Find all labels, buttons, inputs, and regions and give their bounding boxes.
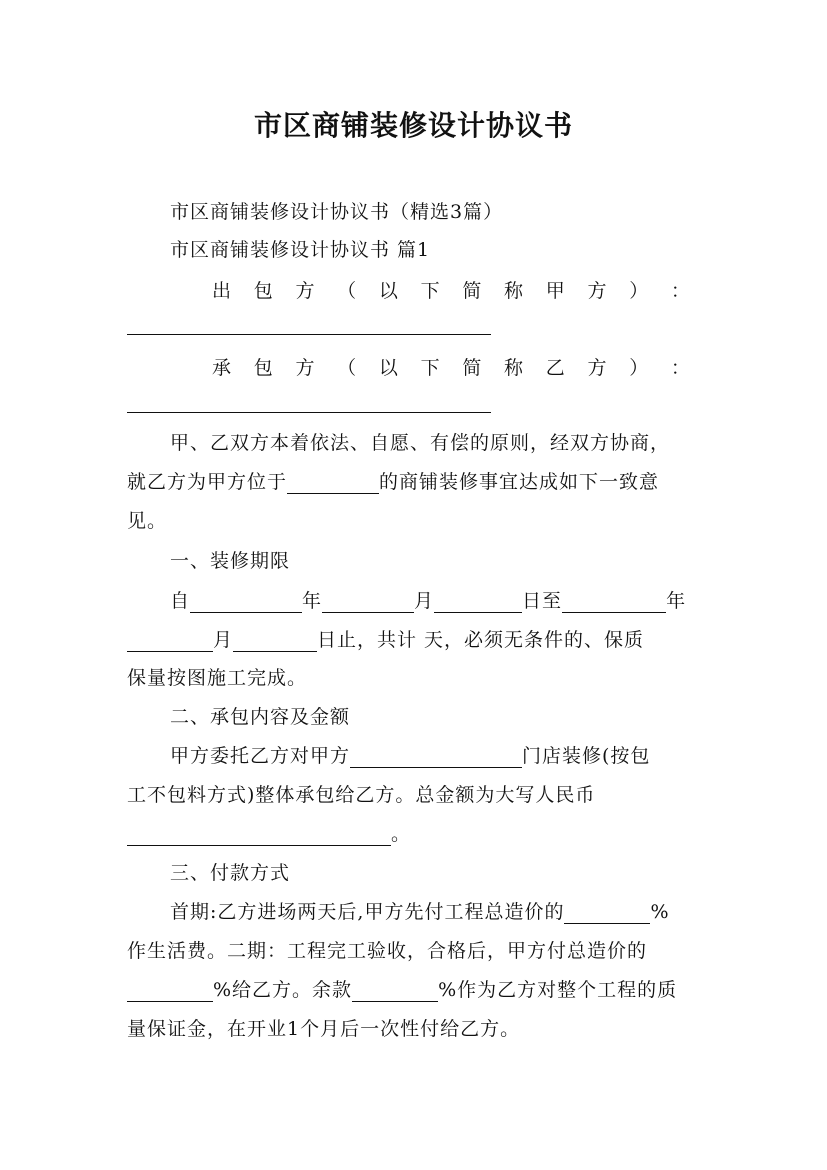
section-2-line-3: 。 [127,822,411,846]
section-2-heading: 二、承包内容及金额 [170,706,351,728]
section-3-line-2: 作生活费。二期：工程完工验收，合格后，甲方付总造价的 [127,940,648,962]
intro-line-2: 就乙方为甲方位于 的商铺装修事宜达成如下一致意 [127,471,660,493]
party-b-blank [127,412,491,413]
section-3-line-3: %给乙方。余款 %作为乙方对整个工程的质 [127,978,677,1002]
intro-line-3: 见。 [127,510,168,532]
section-1-line-2: 月 日止，共计 天，必须无条件的、保质 [127,628,644,652]
party-b-label: 承 包 方 （ 以 下 简 称 乙 方 ） ： [212,357,690,379]
party-a-blank [127,334,491,335]
section-3-line-1: 首期:乙方进场两天后,甲方先付工程总造价的 % [170,901,670,923]
party-a-label: 出 包 方 （ 以 下 简 称 甲 方 ） ： [212,280,690,302]
section-1-heading: 一、装修期限 [170,550,291,572]
section-2-line-1: 甲方委托乙方对甲方 门店装修(按包 [170,745,651,767]
document-title: 市区商铺装修设计协议书 [253,109,573,142]
document-subtitle: 市区商铺装修设计协议书（精选3篇） [170,201,504,223]
location-blank [287,473,379,494]
section-1-line-1: 自 年 月 日至 年 [170,590,687,612]
section-heading: 市区商铺装修设计协议书 篇1 [170,239,431,261]
section-3-heading: 三、付款方式 [170,862,291,884]
intro-line-1: 甲、乙双方本着依法、自愿、有偿的原则，经双方协商， [170,432,671,454]
section-3-line-4: 量保证金，在开业1个月后一次性付给乙方。 [127,1018,521,1040]
section-1-line-3: 保量按图施工完成。 [127,667,308,689]
section-2-line-2: 工不包料方式)整体承包给乙方。总金额为大写人民币 [127,784,596,806]
